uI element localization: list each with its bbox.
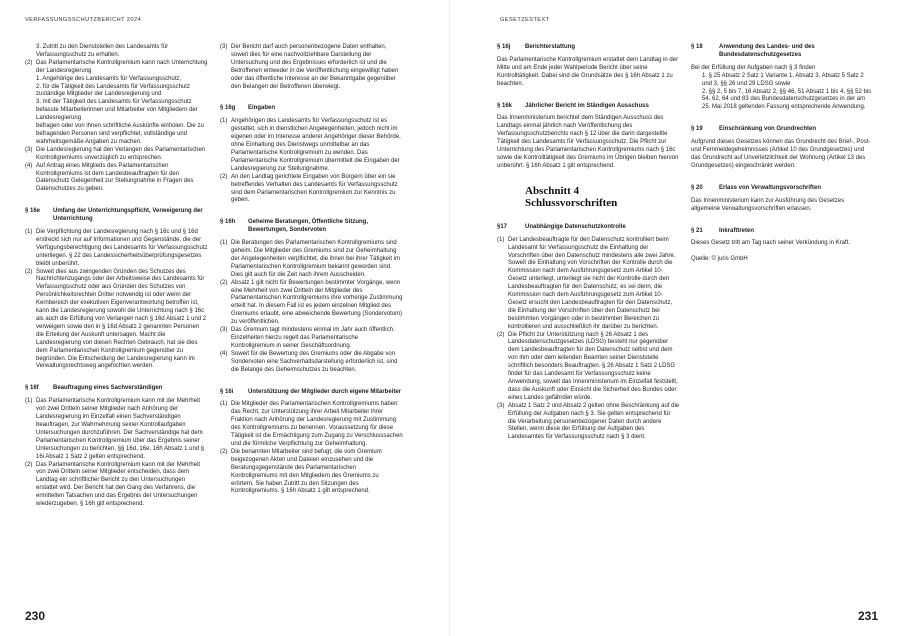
paragraph: (1) Die Beratungen des Parlamentarischen Kontrollgremiums sind geheim. Die Mitglieder des Gremiums sind zur Geheimhaltung der Angelegenheiten verpflichtet, die ihnen bei ihrer Tätigkeit im Parlamentarischen Kontrollgremium bekannt geworden sind. Dies gilt auch für die Zeit nach ihrem Ausscheiden.	[220, 240, 400, 278]
paragraph: befragen oder von ihnen schriftliche Auskünfte einholen. Die zu befragenden Personen sind verpflichtet, vollständige und wahrheitsgemäße Angaben zu machen.	[36, 123, 204, 145]
paragraph: 3. Zutritt zu den Dienststellen des Landesamts für Verfassungsschutz zu erhalten.	[36, 44, 169, 58]
running-header-left: VERFASSUNGSSCHUTZBERICHT 2024	[25, 17, 142, 23]
paragraph: Dieses Gesetz tritt am Tag nach seiner Verkündung in Kraft.	[691, 240, 850, 247]
column-2	[220, 44, 403, 496]
paragraph: Aufgrund dieses Gesetzes können das Grundrecht des Brief-, Post- und Fernmeldegeheimnisses (Artikel 10 des Grundgesetzes) und das Grundrecht auf Unverletzlichkeit der Wohnung (Artikel 13 des Grundgesetzes) eingeschränkt werden.	[691, 139, 871, 169]
page-number-right: 231	[858, 609, 879, 623]
paragraph: (2) Absatz 1 gilt nicht für Bewertungen bestimmter Vorgänge, wenn eine Mehrheit von zwei Dritteln der Mitglieder des Parlamentarischen Kontrollgremiums ihre vorherige Zustimmung erteilt hat. In diesem Fall ist es jedem einzelnen Mitglied des Gremiums erlaubt, eine abweichende Bewertung (Sondervotum) zu veröffentlichen.	[220, 279, 403, 326]
paragraph: (3) Das Gremium tagt mindestens einmal im Jahr auch öffentlich. Einzelheiten hierzu regelt das Parlamentarische Kontrollgremium in seiner Geschäftsordnung.	[220, 327, 395, 349]
paragraph: (1) Das Parlamentarische Kontrollgremium kann mit der Mehrheit von zwei Dritteln seiner Mitglieder nach Anhörung der Landesregierung im Einzelfall einen Sachverständigen beauftragen, zur Wahrnehmung seiner Kontrollaufgaben Untersuchungen durchzuführen. Der Sachverständige hat dem Parlamentarischen Kontrollgremium über das Ergebnis seiner Untersuchungen zu berichten. §§ 16d, 16e, 16h Absatz 1 und § 16i Absatz 1 Satz 2 gelten entsprechend.	[25, 398, 205, 460]
paragraph: (2) Die benannten Mitarbeiter sind befugt, die vom Gremium beigezogenen Akten und Dateien einzusehen und die Beratungsgegenstände des Parlamentarischen Kontrollgremiums mit den Mitgliedern des Gremiums zu erörtern. Sie haben Zutritt zu den Sitzungen des Kontrollgremiums. § 16h Absatz 1 gilt entsprechend.	[220, 448, 382, 495]
paragraph: Das Parlamentarische Kontrollgremium erstattet dem Landtag in der Mitte und am Ende jeder Wahlperiode Bericht über seine Kontrolltätigkeit. Dabei sind die Grundsätze des § 16h Absatz 1 zu beachten.	[497, 56, 679, 87]
paragraph: Das Innenministerium kann zur Ausführung des Gesetzes allgemeine Verwaltungsvorschriften erlassen.	[691, 197, 845, 212]
paragraph: (3) Der Bericht darf auch personenbezogene Daten enthalten, soweit dies für eine nachvollziehbare Darstellung der Untersuchung und des Ergebnisses erforderlich ist und die Betroffenen entweder in die Veröffentlichung eingewilligt haben oder das öffentliche Interesse an der Bekanntgabe gegenüber den Belangen der Betroffenen überwiegt.	[220, 44, 399, 90]
list-item: 2. §§ 2, 5 bis 7, 16 Absatz 2, §§ 46, 51 Absatz 1 bis 4, §§ 52 bis 54, 62, 64 und 83 des Bundesdatenschutzgesetzes in der am 25. Mai 2018 geltenden Fassung entsprechende Anwendung.	[702, 88, 872, 111]
section-heading: § 16k Jährlicher Bericht im Ständigen Ausschuss	[497, 102, 649, 109]
paragraph: (3) Die Landesregierung hat den Verlangen des Parlamentarischen Kontrollgremiums unverzüglich zu entsprechen.	[25, 146, 206, 161]
right-page	[450, 0, 900, 636]
section-heading: § 16h Geheime Beratungen, Öffentliche Sitzung, Bewertungen, Sondervoten	[220, 219, 369, 234]
section-heading: § 20 Erlass von Verwaltungsvorschriften	[691, 184, 822, 191]
paragraph: (2) Soweit dies aus zwingenden Gründen des Schutzes des Nachrichtenzugangs oder der Arbeitsweise des Landesamts für Verfassungsschutz oder aus Gründen des Schutzes von Persönlichkeitsrechten Dritter notwendig ist oder wenn der Kernbereich der exekutiven Eigenverantwortung betroffen ist, kann die Landesregierung sowohl die Unterrichtung nach § 16c als auch die Erfüllung von Verlangen nach § 16d Absatz 1 und 2 verweigern sowie den in § 16d Absatz 2 genannten Personen die Erteilung der Auskunft untersagen. Macht die Landesregierung von diesen Rechten Gebrauch, hat sie dies dem Parlamentarischen Kontrollgremium gegenüber zu begründen. Die Entscheidung der Landesregierung kann im Verwaltungsrechtsweg angefochten werden.	[25, 268, 207, 370]
column-1	[25, 44, 208, 509]
chapter-label: Abschnitt 4	[525, 184, 580, 197]
paragraph: (3) Absatz 1 Satz 2 und Absatz 2 gelten ohne Beschränkung auf die Erfüllung der Aufgaben nach § 3. Sie gelten entsprechend für die Verarbeitung personenbezogener Daten durch andere Stellen, wenn diese der Erfüllung der Aufgaben des Landesamtes für Verfassungsschutz nach § 3 dient.	[497, 402, 680, 441]
section-heading: § 16f Beauftragung eines Sachverständigen	[25, 385, 163, 392]
list-item: 1. Angehörige des Landesamts für Verfassungsschutz,	[36, 75, 182, 82]
paragraph: (2) Das Parlamentarische Kontrollgremium kann nach Unterrichtung der Landesregierung	[25, 59, 208, 74]
column-4	[691, 44, 874, 264]
paragraph: (4) Soweit für die Bewertung des Gremiums oder die Abgabe von Sondervoten eine Sachverhaltsdarstellung erforderlich ist, sind die Belange des Geheimschutzes zu beachten.	[220, 350, 398, 373]
paragraph: (1) Die Mitglieder des Parlamentarischen Kontrollgremiums haben das Recht, zur Unterstützung ihrer Arbeit Mitarbeiter ihrer Fraktion nach Anhörung der Landesregierung mit Zustimmung des Kontrollgremiums zu benennen. Voraussetzung für diese Tätigkeit ist die Ermächtigung zum Zugang zu Verschlusssachen und die förmliche Verpflichtung zur Geheimhaltung.	[220, 401, 403, 447]
section-heading: § 18 Anwendung des Landes- und des Bundesdatenschutzgesetzes	[691, 44, 815, 58]
section-heading: § 16g Eingaben	[220, 105, 276, 112]
paragraph: (2) Das Parlamentarische Kontrollgremium kann mit der Mehrheit von zwei Dritteln seiner Mitglieder entscheiden, dass dem Landtag ein schriftlicher Bericht zu den Untersuchungen erstattet wird. Der Bericht hat den Gang des Verfahrens, die ermittelten Tatsachen und das Ergebnis der Untersuchungen wiederzugeben. § 16h gilt entsprechend.	[25, 461, 201, 508]
section-heading: § 16j Berichterstattung	[497, 44, 576, 50]
paragraph: (2) An den Landtag gerichtete Eingaben von Bürgern über ein sie betreffendes Verhalten des Landesamts für Verfassungsschutz sind dem Parlamentarischen Kontrollgremium zur Kenntnis zu geben.	[220, 173, 398, 204]
paragraph: (1) Die Verpflichtung der Landesregierung nach § 16c und § 16d erstreckt sich nur auf Informationen und Gegenstände, die der Verfügungsberechtigung des Landesamts für Verfassungsschutz unterliegen. § 22 des Landessicherheitsüberprüfungsgesetzes bleibt unberührt.	[25, 229, 208, 267]
running-header-right: GESETZESTEXT	[500, 17, 550, 23]
source-note: Quelle: © juris GmbH	[691, 256, 748, 263]
list-item: 1. § 25 Absatz 2 Satz 1 Variante 1, Absatz 3, Absatz 5 Satz 2 und 3, §§ 26 und 29 LDSG sowie	[702, 72, 864, 87]
section-heading: §17 Unabhängige Datenschutzkontrolle	[497, 223, 626, 230]
sec-16d-continuation	[25, 44, 208, 194]
paragraph: Bei der Erfüllung der Aufgaben nach § 3 finden	[691, 64, 816, 71]
list-item: 2. für die Tätigkeit des Landesamts für Verfassungsschutz zuständige Mitglieder der Landesregierung und	[36, 83, 190, 98]
column-3	[497, 44, 680, 442]
paragraph: Das Innenministerium berichtet dem Ständigen Ausschuss des Landtags einmal jährlich nach Veröffentlichung des Verfassungsschutzberichts nach § 12 über die darin dargestellte Tätigkeit des Landesamts für Verfassungsschutz. Die Pflicht zur Unterrichtung des Parlamentarischen Kontrollgremiums nach § 16c sowie die Kontrolltätigkeit des Gremiums im Übrigen bleiben hiervon unberührt. § 16h Absatz 1 gilt entsprechend.	[497, 115, 679, 169]
list-item: 3. mit der Tätigkeit des Landesamts für Verfassungsschutz befasste Mitarbeiterinnen und Mitarbeiter von Mitgliedern der Landesregierung	[36, 99, 198, 122]
paragraph: (1) Angehörigen des Landesamts für Verfassungsschutz ist es gestattet, sich in dienstlichen Angelegenheiten, jedoch nicht im eigenen oder im Interesse anderer Angehöriger dieser Behörde, ohne Einhaltung des Dienstwegs unmittelbar an das Parlamentarische Kontrollgremium zu wenden. Das Parlamentarische Kontrollgremium übermittelt die Eingaben der Landesregierung zur Stellungnahme.	[220, 118, 401, 172]
paragraph: (1) Der Landesbeauftragte für den Datenschutz kontrolliert beim Landesamt für Verfassungsschutz die Einhaltung der Vorschriften über den Datenschutz mindestens alle zwei Jahre. Soweit die Einhaltung von Vorschriften der Kontrolle durch die Kommission nach dem Ausführungsgesetz zum Artikel 10-Gesetz unterliegt, unterliegt sie nicht der Kontrolle durch den Landesbeauftragten für den Datenschutz, es sei denn, die Kommission nach dem Ausführungsgesetz zum Artikel 10-Gesetz ersucht den Landesbeauftragten für den Datenschutz, die Einhaltung der Vorschriften über den Datenschutz bei bestimmten Vorgängen oder in bestimmten Bereichen zu kontrollieren und ausschließlich ihr darüber zu berichten.	[497, 236, 676, 330]
chapter-title: Schlussvorschriften	[525, 197, 618, 210]
paragraph: (4) Auf Antrag eines Mitglieds des Parlamentarischen Kontrollgremiums ist dem Landesbeauftragten für den Datenschutz Gelegenheit zur Stellungnahme in Fragen des Datenschutzes zu geben.	[25, 162, 194, 193]
paragraph: (2) Die Pflicht zur Unterstützung nach § 26 Absatz 1 des Landesdatenschutzgesetzes (LDSG) besteht nur gegenüber dem Landesbeauftragten für den Datenschutz selbst und dem von ihm oder dem leitenden Beamten seiner Dienststelle schriftlich besonders Beauftragten. § 26 Absatz 1 Satz 2 LDSG findet für das Landesamt für Verfassungsschutz keine Anwendung, soweit das Innenministerium im Einzelfall feststellt, dass die Auskunft oder Einsicht die Sicherheit des Bundes oder eines Landes gefährden würde.	[497, 331, 678, 401]
section-heading: § 16e Umfang der Unterrichtungspflicht, Verweigerung der Unterrichtung	[25, 208, 203, 223]
section-heading: § 21 Inkrafttreten	[691, 227, 755, 234]
section-heading: § 19 Einschränkung von Grundrechten	[691, 126, 817, 133]
section-heading: § 16i Unterstützung der Mitglieder durch eigene Mitarbeiter	[220, 388, 402, 395]
chapter-heading	[525, 185, 680, 210]
page-number-left: 230	[25, 609, 46, 623]
